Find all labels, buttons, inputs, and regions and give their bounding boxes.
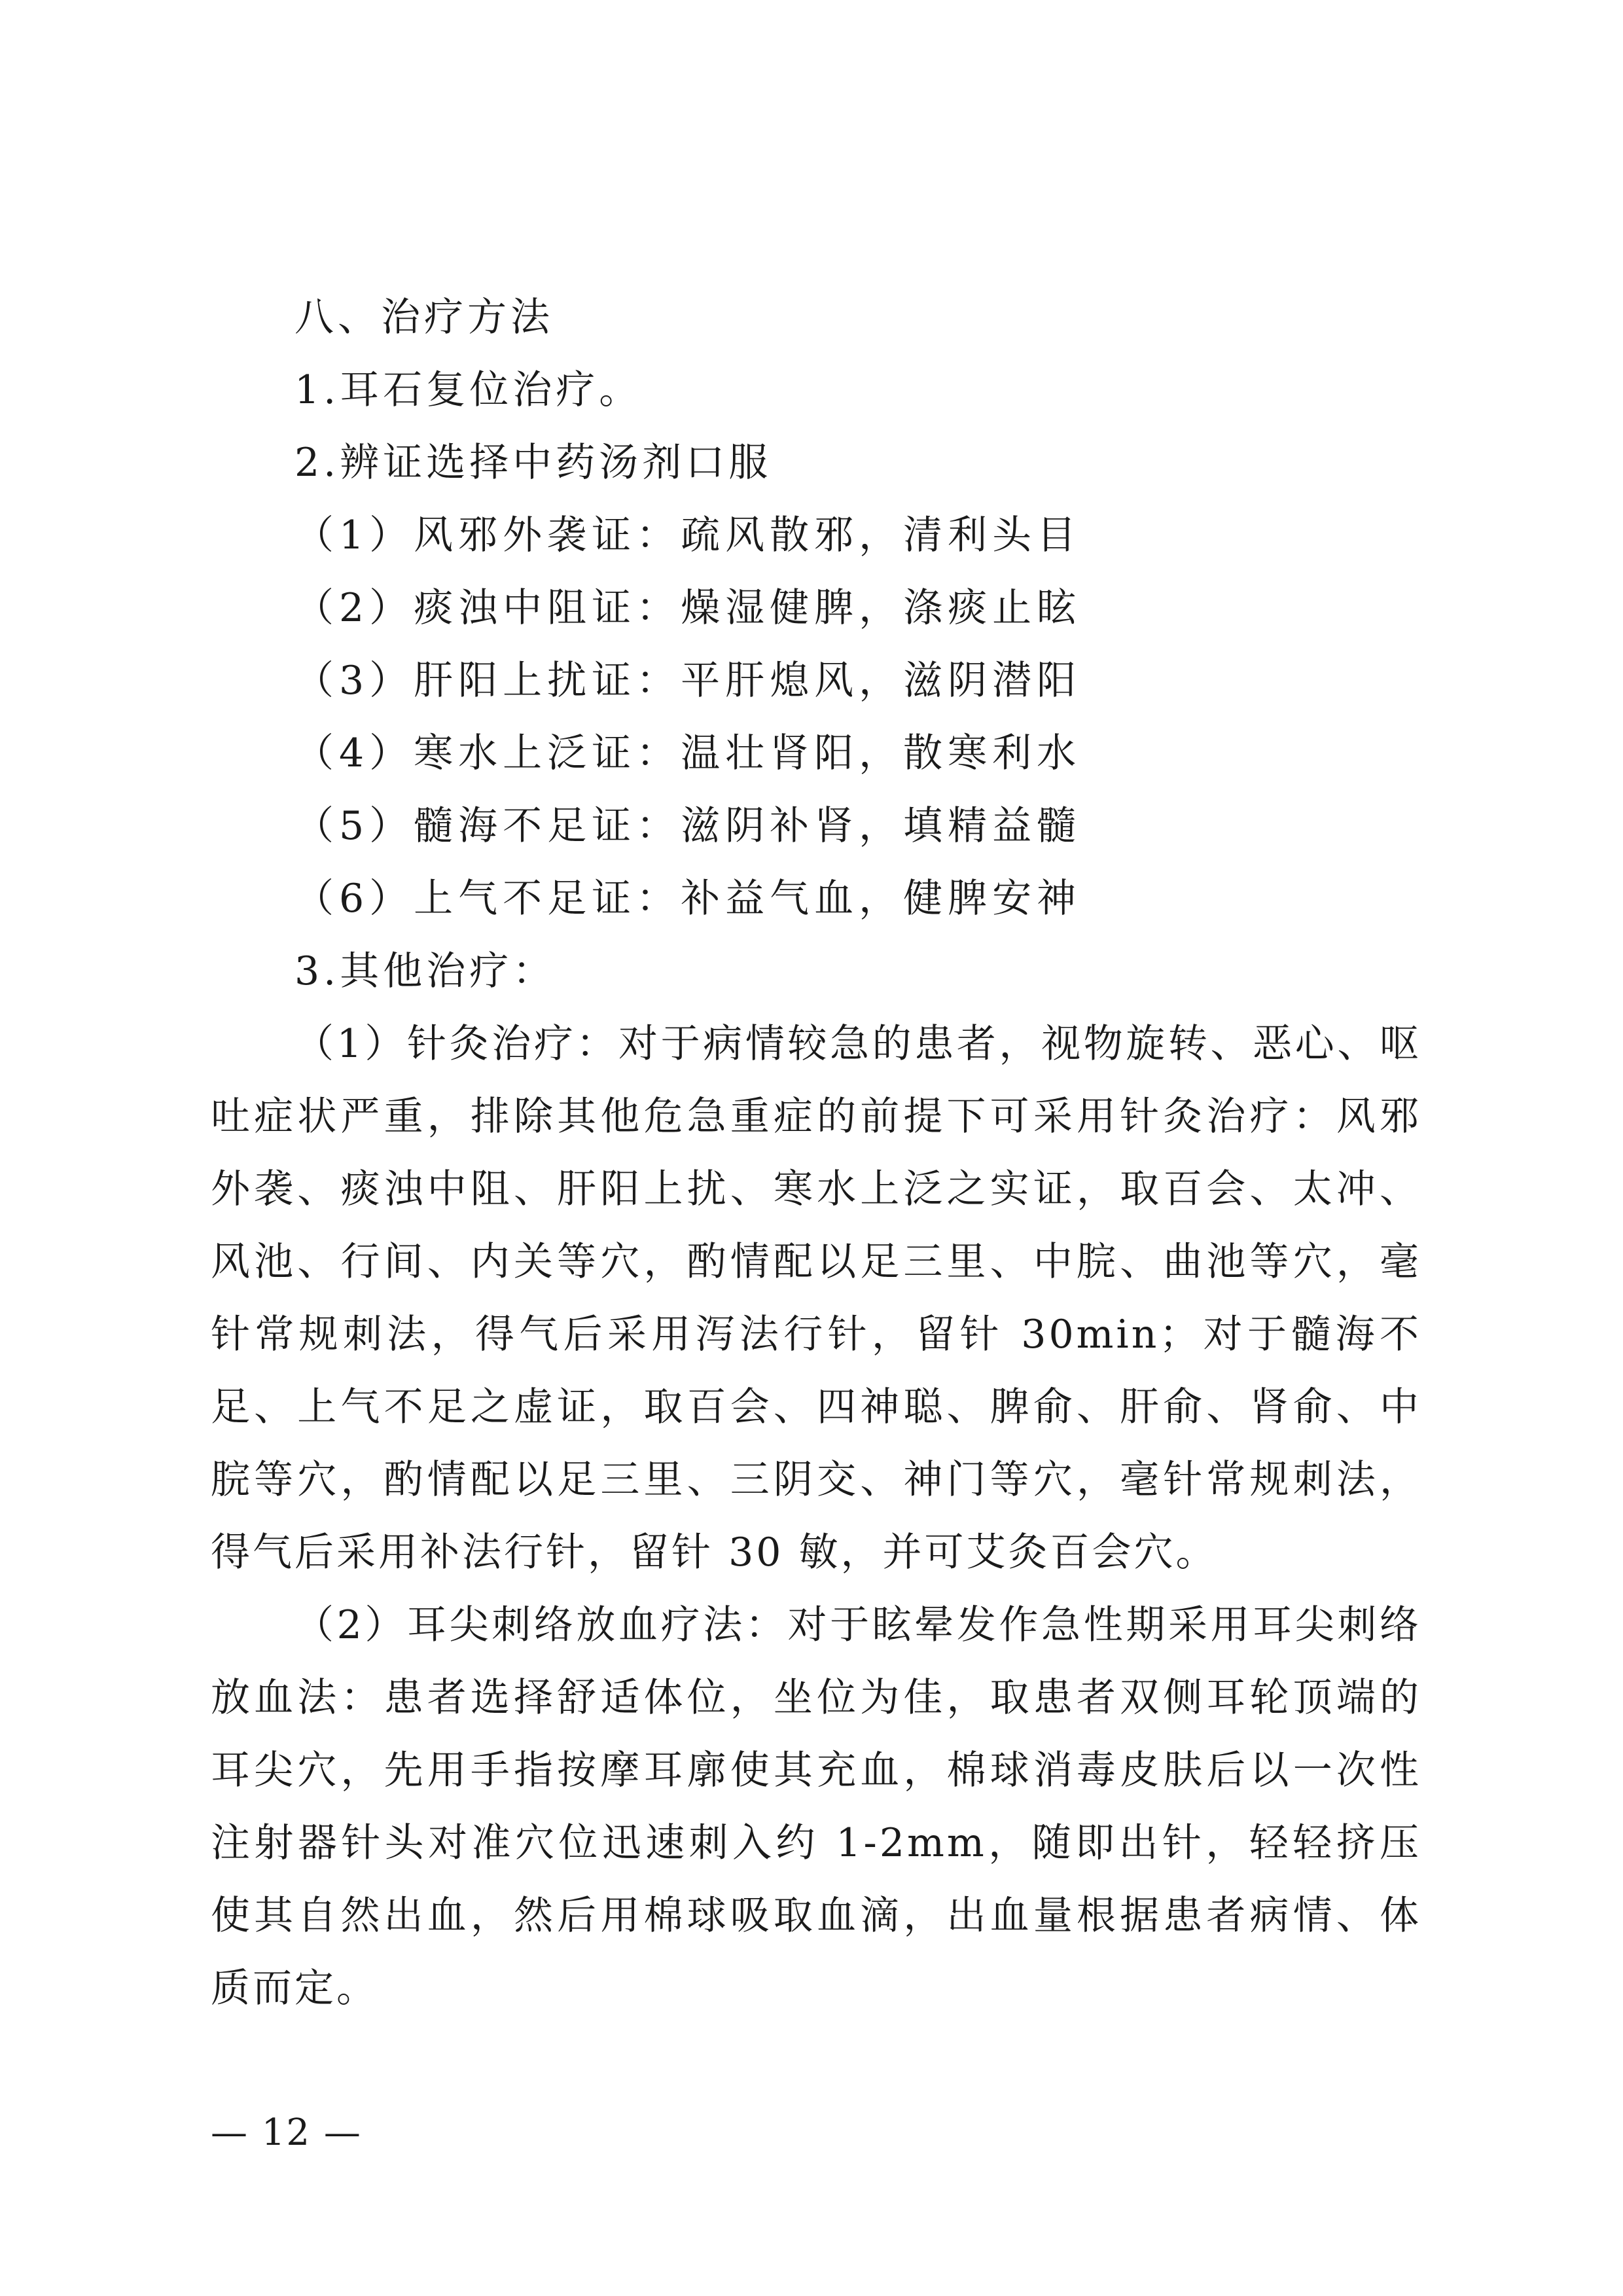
syndrome-item: （5）髓海不足证：滋阴补肾，填精益髓 — [294, 803, 1082, 849]
treatment-item-2: 2.辨证选择中药汤剂口服 — [294, 440, 772, 486]
syndrome-item: （3）肝阳上扰证：平肝熄风，滋阴潜阳 — [294, 658, 1082, 704]
treatment-item-3: 3.其他治疗： — [294, 948, 556, 994]
section-title: 八、治疗方法 — [294, 295, 554, 340]
syndrome-item: （1）风邪外袭证：疏风散邪，清利头目 — [294, 512, 1082, 558]
syndrome-item: （4）寒水上泛证：温壮肾阳，散寒利水 — [294, 730, 1082, 776]
syndrome-item: （2）痰浊中阻证：燥湿健脾，涤痰止眩 — [294, 585, 1082, 631]
ear-bloodletting-paragraph: （2）耳尖刺络放血疗法：对于眩晕发作急性期采用耳尖刺络放血法：患者选择舒适体位，坐位为佳，取患者双侧耳轮顶端的耳尖穴，先用手指按摩耳廓使其充血，棉球消毒皮肤后以一次性注射器针头对准穴位迅速刺入约 1-2mm，随即出针，轻轻挤压使其自然出血，然后用棉球吸取血滴，出血量根据患者病情、体质而定。 — [211, 1602, 1421, 2011]
syndrome-item: （6）上气不足证：补益气血，健脾安神 — [294, 876, 1082, 922]
page-content — [211, 281, 1421, 2025]
page-number: — 12 — — [211, 2111, 362, 2154]
acupuncture-paragraph: （1）针灸治疗：对于病情较急的患者，视物旋转、恶心、呕吐症状严重，排除其他危急重症的前提下可采用针灸治疗：风邪外袭、痰浊中阻、肝阳上扰、寒水上泛之实证，取百会、太冲、风池、行间、内关等穴，酌情配以足三里、中脘、曲池等穴，毫针常规刺法，得气后采用泻法行针，留针 30min；对于髓海不足、上气不足之虚证，取百会、四神聪、脾俞、肝俞、肾俞、中脘等穴，酌情配以足三里、三阴交、神门等穴，毫针常规刺法，得气后采用补法行针，留针 30 敏，并可艾灸百会穴。 — [211, 1021, 1421, 1575]
treatment-item-1: 1.耳石复位治疗。 — [294, 367, 643, 413]
